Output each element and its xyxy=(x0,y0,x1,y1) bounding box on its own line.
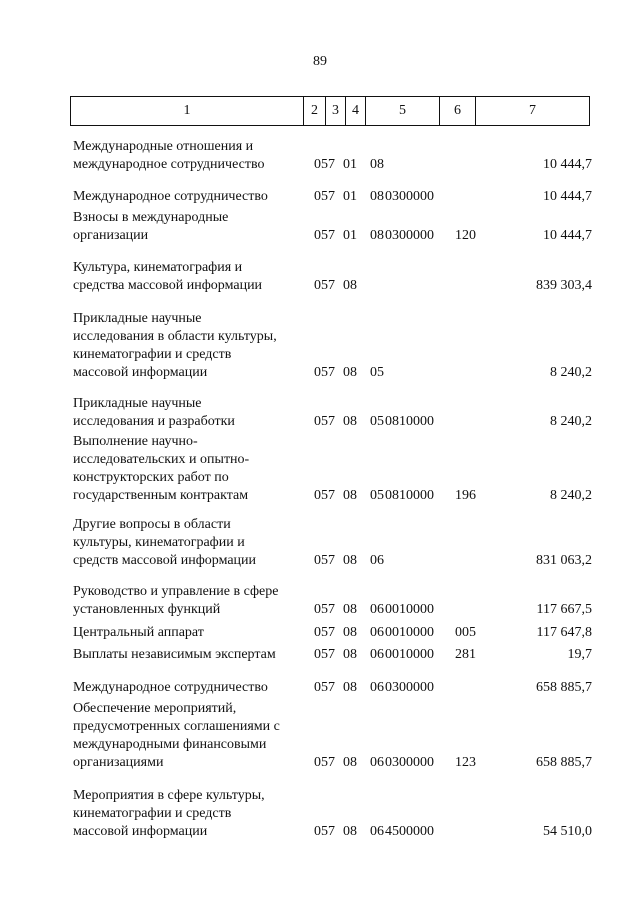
row-name: Международное сотрудничество xyxy=(73,680,268,695)
row-name: Прикладные научные исследования в области культуры, кинематографии и средств массовой информации xyxy=(73,311,277,380)
header-col-6: 6 xyxy=(439,97,475,125)
table-header xyxy=(70,96,590,126)
row-code-3: 08 xyxy=(343,755,357,770)
table-row xyxy=(0,787,640,841)
table-row xyxy=(0,583,640,619)
row-amount: 19,7 xyxy=(567,647,592,662)
row-code-3: 08 xyxy=(343,625,357,640)
row-code-4: 08 xyxy=(370,157,384,172)
row-code-2: 057 xyxy=(314,157,335,172)
row-amount: 839 303,4 xyxy=(536,278,592,293)
row-code-2: 057 xyxy=(314,553,335,568)
row-code-5: 0300000 xyxy=(385,680,434,695)
row-code-5: 0010000 xyxy=(385,625,434,640)
row-code-3: 08 xyxy=(343,602,357,617)
row-code-4: 06 xyxy=(370,602,384,617)
header-col-7: 7 xyxy=(475,97,590,125)
row-amount: 658 885,7 xyxy=(536,680,592,695)
row-name: Руководство и управление в сфере установленных функций xyxy=(73,584,279,617)
table-row xyxy=(0,188,640,206)
row-code-4: 05 xyxy=(370,414,384,429)
table-row xyxy=(0,624,640,642)
row-amount: 8 240,2 xyxy=(550,414,592,429)
row-code-5: 0810000 xyxy=(385,488,434,503)
row-amount: 10 444,7 xyxy=(543,157,592,172)
row-code-3: 08 xyxy=(343,680,357,695)
row-name: Обеспечение мероприятий, предусмотренных соглашениями с международными финансовыми организациями xyxy=(73,701,280,770)
header-col-2: 2 xyxy=(303,97,325,125)
row-code-5: 0010000 xyxy=(385,647,434,662)
table-row xyxy=(0,646,640,664)
row-code-4: 06 xyxy=(370,755,384,770)
row-code-4: 05 xyxy=(370,488,384,503)
table-row xyxy=(0,679,640,697)
row-code-2: 057 xyxy=(314,824,335,839)
row-code-6: 005 xyxy=(455,625,476,640)
table-row xyxy=(0,209,640,245)
row-name: Мероприятия в сфере культуры, кинематографии и средств массовой информации xyxy=(73,788,265,839)
row-code-4: 05 xyxy=(370,365,384,380)
row-code-5: 0300000 xyxy=(385,189,434,204)
row-code-3: 01 xyxy=(343,157,357,172)
row-code-3: 01 xyxy=(343,189,357,204)
row-code-6: 123 xyxy=(455,755,476,770)
row-code-5: 4500000 xyxy=(385,824,434,839)
page-number: 89 xyxy=(313,54,327,69)
row-code-4: 06 xyxy=(370,625,384,640)
row-code-3: 08 xyxy=(343,647,357,662)
row-code-5: 0010000 xyxy=(385,602,434,617)
table-row xyxy=(0,310,640,382)
row-code-3: 08 xyxy=(343,488,357,503)
row-amount: 54 510,0 xyxy=(543,824,592,839)
row-code-4: 06 xyxy=(370,553,384,568)
row-code-4: 08 xyxy=(370,228,384,243)
row-code-4: 06 xyxy=(370,647,384,662)
header-col-3: 3 xyxy=(325,97,345,125)
row-code-2: 057 xyxy=(314,625,335,640)
row-code-3: 08 xyxy=(343,824,357,839)
row-code-2: 057 xyxy=(314,278,335,293)
row-name: Культура, кинематография и средства массовой информации xyxy=(73,260,263,293)
row-code-5: 0300000 xyxy=(385,228,434,243)
row-code-3: 08 xyxy=(343,414,357,429)
table-row xyxy=(0,700,640,772)
row-code-4: 06 xyxy=(370,680,384,695)
row-name: Взносы в международные организации xyxy=(73,210,229,243)
row-code-6: 196 xyxy=(455,488,476,503)
row-name: Международные отношения и международное сотрудничество xyxy=(73,139,265,172)
row-code-3: 08 xyxy=(343,365,357,380)
row-code-2: 057 xyxy=(314,647,335,662)
row-name: Другие вопросы в области культуры, кинематографии и средств массовой информации xyxy=(73,517,257,568)
row-amount: 10 444,7 xyxy=(543,189,592,204)
row-code-2: 057 xyxy=(314,488,335,503)
row-code-4: 08 xyxy=(370,189,384,204)
row-name: Выполнение научно- исследовательских и опытно- конструкторских работ по государственным контрактам xyxy=(73,434,250,503)
row-name: Международное сотрудничество xyxy=(73,189,268,204)
table-row xyxy=(0,395,640,431)
table-row xyxy=(0,516,640,570)
row-code-3: 08 xyxy=(343,278,357,293)
header-col-5: 5 xyxy=(365,97,439,125)
row-code-6: 120 xyxy=(455,228,476,243)
row-code-2: 057 xyxy=(314,414,335,429)
row-name: Выплаты независимым экспертам xyxy=(73,647,276,662)
header-col-4: 4 xyxy=(345,97,365,125)
row-code-3: 08 xyxy=(343,553,357,568)
row-amount: 117 667,5 xyxy=(536,602,592,617)
row-amount: 8 240,2 xyxy=(550,365,592,380)
row-name: Прикладные научные исследования и разработки xyxy=(73,396,235,429)
row-code-2: 057 xyxy=(314,365,335,380)
table-row xyxy=(0,259,640,295)
row-amount: 117 647,8 xyxy=(536,625,592,640)
row-code-5: 0810000 xyxy=(385,414,434,429)
row-code-2: 057 xyxy=(314,680,335,695)
row-amount: 8 240,2 xyxy=(550,488,592,503)
row-amount: 658 885,7 xyxy=(536,755,592,770)
row-name: Центральный аппарат xyxy=(73,625,204,640)
row-code-2: 057 xyxy=(314,602,335,617)
row-code-3: 01 xyxy=(343,228,357,243)
row-code-4: 06 xyxy=(370,824,384,839)
row-code-2: 057 xyxy=(314,228,335,243)
row-code-2: 057 xyxy=(314,755,335,770)
row-amount: 10 444,7 xyxy=(543,228,592,243)
row-code-6: 281 xyxy=(455,647,476,662)
table-row xyxy=(0,138,640,174)
row-code-2: 057 xyxy=(314,189,335,204)
table-row xyxy=(0,433,640,505)
header-col-1: 1 xyxy=(70,97,303,125)
row-amount: 831 063,2 xyxy=(536,553,592,568)
row-code-5: 0300000 xyxy=(385,755,434,770)
